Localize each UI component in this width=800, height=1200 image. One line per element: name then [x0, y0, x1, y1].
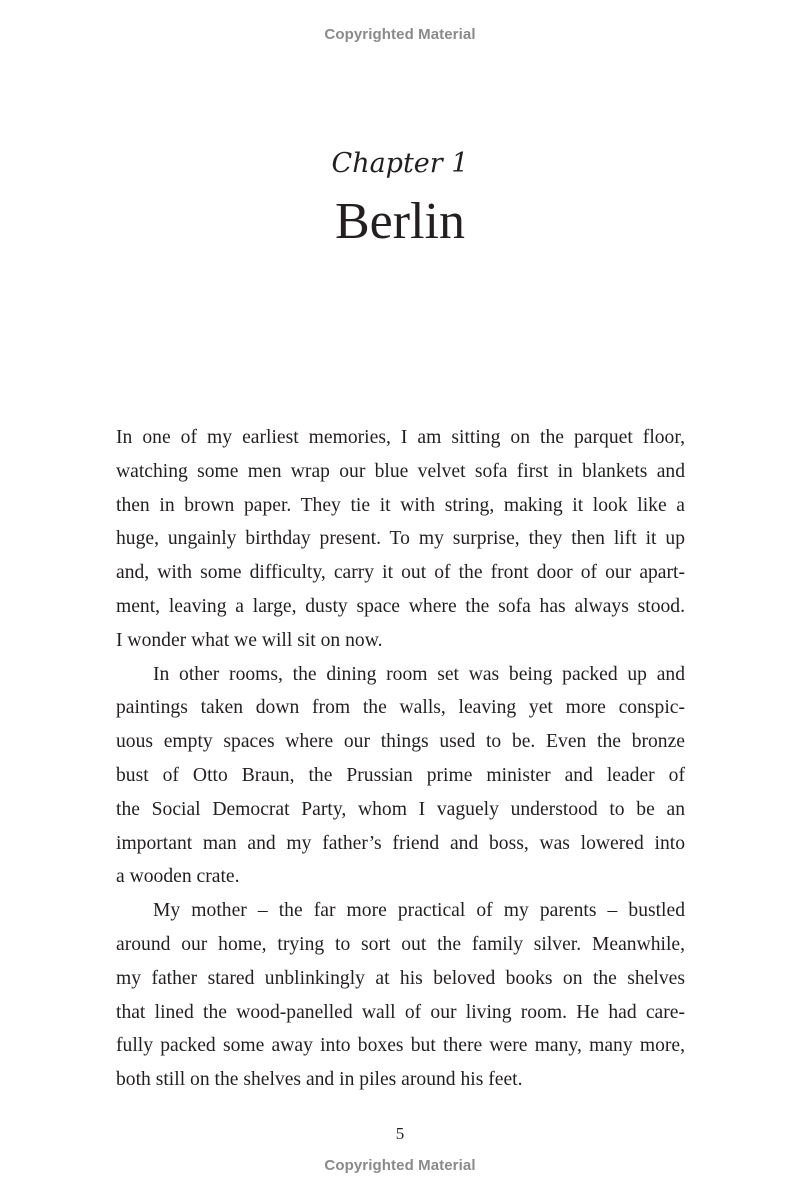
text-line: In one of my earliest memories, I am sitting on the parquet floor,	[116, 427, 685, 448]
text-line: then in brown paper. They tie it with string, making it look like a	[116, 494, 685, 516]
chapter-number: Chapter 1	[331, 148, 469, 179]
text-line: watching some men wrap our blue velvet sofa first in blankets and	[116, 460, 685, 482]
text-line: that lined the wood-panelled wall of our living room. He had care-	[116, 1001, 685, 1023]
text-line: my father stared unblinkingly at his beloved books on the shelves	[116, 967, 685, 989]
text-line: I wonder what we will sit on now.	[116, 629, 383, 651]
text-line: uous empty spaces where our things used to be. Even the bronze	[116, 731, 685, 753]
copyright-watermark-bottom: Copyrighted Material	[324, 1157, 476, 1174]
paragraph-2	[116, 658, 685, 895]
text-line: around our home, trying to sort out the family silver. Meanwhile,	[116, 933, 685, 955]
paragraph-3	[116, 894, 685, 1097]
text-line: ment, leaving a large, dusty space where the sofa has always stood.	[116, 595, 685, 617]
body-text	[116, 421, 685, 1097]
text-line: and, with some difficulty, carry it out of the front door of our apart-	[116, 562, 685, 584]
text-line: important man and my father’s friend and boss, was lowered into	[116, 832, 685, 854]
paragraph-1	[116, 421, 685, 658]
text-line: a wooden crate.	[116, 866, 240, 888]
text-line: paintings taken down from the walls, leaving yet more conspic-	[116, 697, 685, 719]
text-line: huge, ungainly birthday present. To my surprise, they then lift it up	[116, 528, 685, 550]
copyright-watermark-top: Copyrighted Material	[324, 26, 476, 43]
text-line: both still on the shelves and in piles around his feet.	[116, 1069, 523, 1091]
text-line: the Social Democrat Party, whom I vaguely understood to be an	[116, 798, 685, 820]
text-line: In other rooms, the dining room set was being packed up and	[153, 663, 685, 685]
text-line: My mother – the far more practical of my parents – bustled	[153, 900, 685, 922]
text-line: bust of Otto Braun, the Prussian prime minister and leader of	[116, 764, 685, 786]
text-line: fully packed some away into boxes but there were many, many more,	[116, 1035, 685, 1057]
chapter-title: Berlin	[335, 193, 465, 250]
page-number: 5	[395, 1124, 405, 1143]
